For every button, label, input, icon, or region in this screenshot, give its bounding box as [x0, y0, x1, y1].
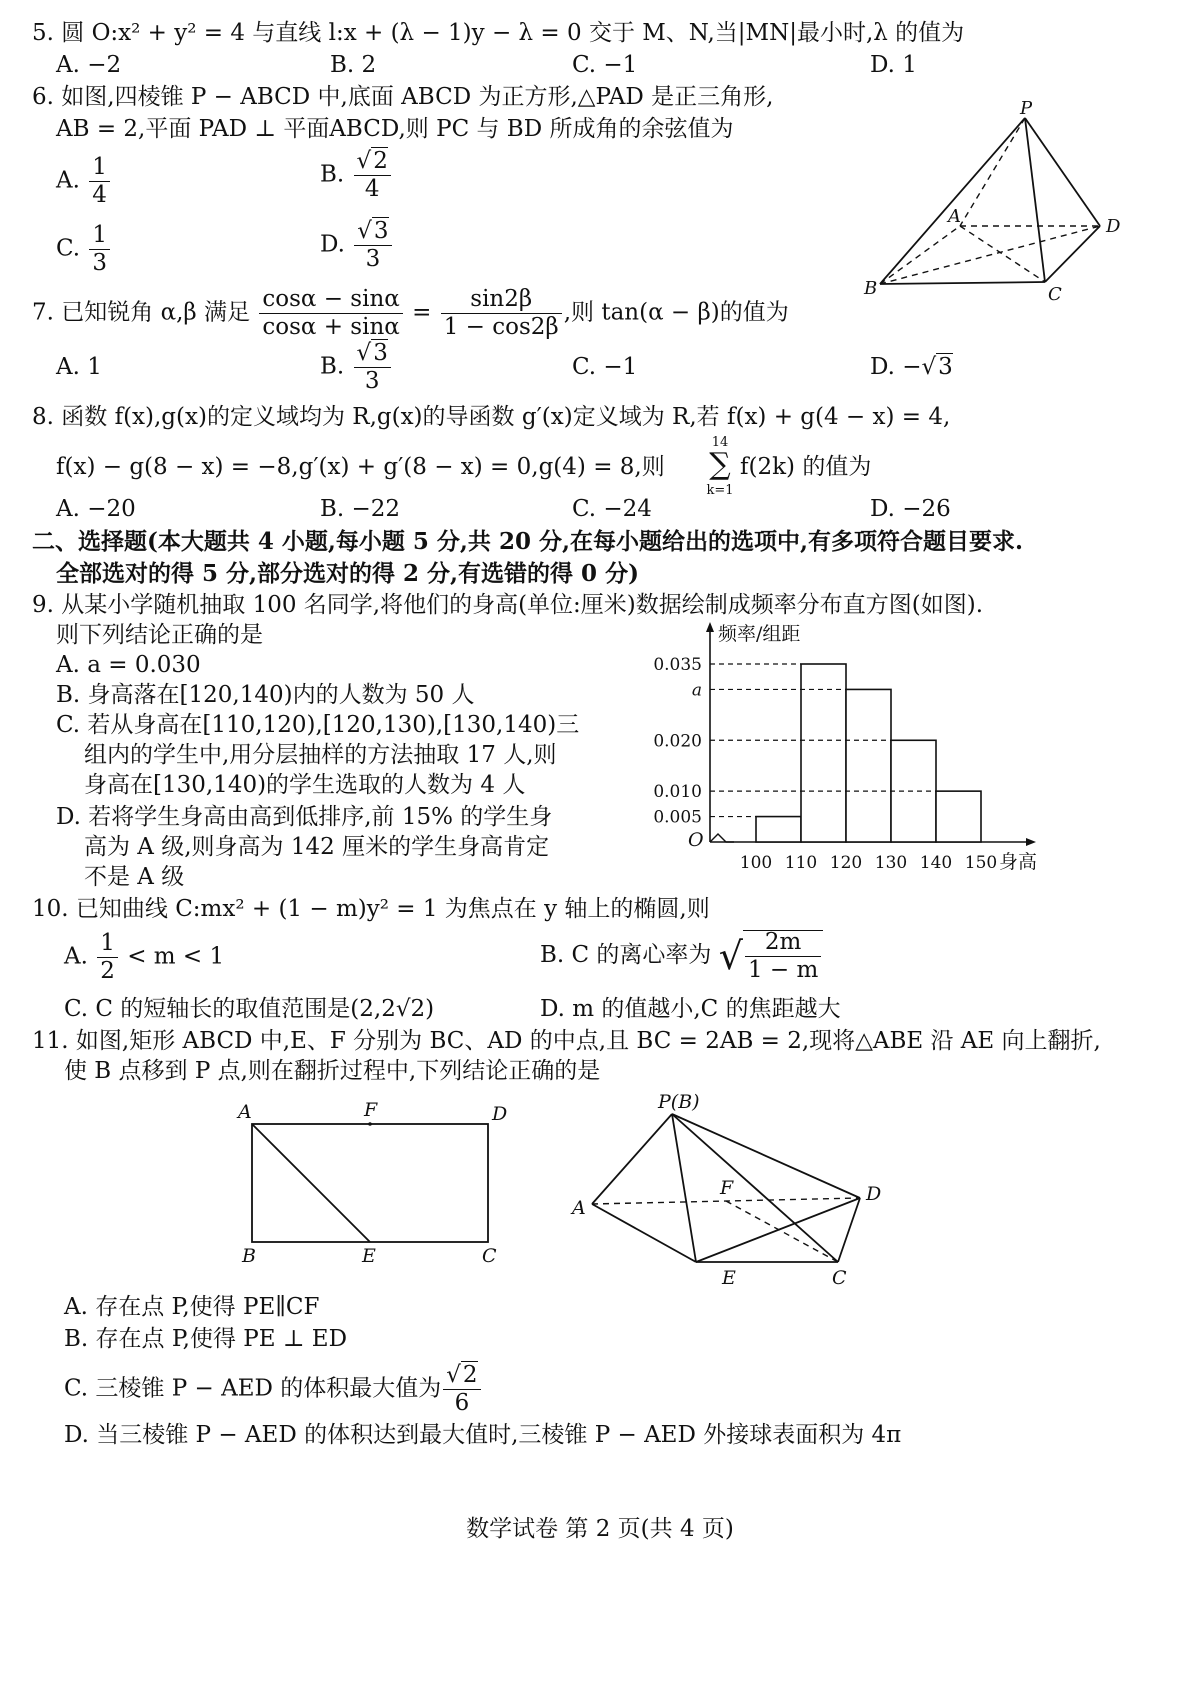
q11-rect-label-a: A [238, 1101, 252, 1123]
y-axis-label: 频率/组距 [718, 623, 801, 645]
q6-label-d: D [1106, 216, 1121, 237]
x-tick-label: 150 [964, 853, 998, 873]
q6-pyramid-figure [860, 100, 1140, 330]
q6-option-a: A. $\frac{1}{4}$ [56, 156, 112, 207]
histogram-bar [756, 817, 801, 842]
q5-stem: 5. 圆 O:x² + y² = 4 与直线 l:x + (λ − 1)y − λ = 0 交于 M、N,当|MN|最小时,λ 的值为 [32, 20, 965, 46]
q11-line2: 使 B 点移到 P 点,则在翻折过程中,下列结论正确的是 [64, 1058, 601, 1084]
q10-option-d: D. m 的值越小,C 的焦距越大 [540, 996, 841, 1022]
q8-option-d: D. −26 [870, 496, 951, 522]
histogram-bar [936, 791, 981, 842]
q10-stem: 10. 已知曲线 C:mx² + (1 − m)y² = 1 为焦点在 y 轴上的椭圆,则 [32, 896, 710, 922]
q8-line1: 8. 函数 f(x),g(x)的定义域均为 R,g(x)的导函数 g′(x)定义域为 R,若 f(x) + g(4 − x) = 4, [32, 404, 951, 430]
x-tick-label: 100 [739, 853, 773, 873]
q9-option-a: A. a = 0.030 [56, 652, 201, 678]
q6-label-c: C [1048, 284, 1062, 305]
q8-line2-tail: f(2k) 的值为 [740, 454, 872, 480]
q9-histogram [620, 620, 1060, 880]
y-tick-label: 0.020 [653, 731, 702, 752]
q8-option-a: A. −20 [56, 496, 136, 522]
section2-line1: 二、选择题(本大题共 4 小题,每小题 5 分,共 20 分,在每小题给出的选项中,有多项符合题目要求. [32, 528, 1023, 555]
page-footer: 数学试卷 第 2 页(共 4 页) [466, 1516, 734, 1542]
q11-rect-label-f: F [364, 1099, 378, 1121]
q6-option-c: C. $\frac{1}{3}$ [56, 224, 112, 275]
q11-fold-label-e: E [722, 1267, 736, 1289]
q9-option-d-line3: 不是 A 级 [84, 864, 185, 890]
x-tick-label: 110 [784, 853, 818, 873]
q6-label-b: B [864, 278, 878, 299]
q8-sum-symbol: ∑ [709, 447, 731, 482]
q8-option-b: B. −22 [320, 496, 401, 522]
q8-line2: f(x) − g(8 − x) = −8,g′(x) + g′(8 − x) = 0,g(4) = 8,则 [56, 454, 665, 480]
q11-fold-label-d: D [866, 1183, 882, 1205]
y-tick-label: 0.010 [653, 782, 702, 803]
q6-option-b: B. $\frac{√2}{4}$ [320, 150, 393, 201]
q11-rect-label-c: C [482, 1245, 497, 1267]
q5-option-c: C. −1 [572, 52, 638, 78]
q10-option-c: C. C 的短轴长的取值范围是(2,2√2) [64, 996, 435, 1022]
q6-label-a: A [948, 206, 961, 227]
y-axis-arrow [706, 622, 714, 632]
q11-option-d: D. 当三棱锥 P − AED 的体积达到最大值时,三棱锥 P − AED 外接球表面积为 4π [64, 1422, 902, 1448]
q9-option-c-line1: C. 若从身高在[110,120),[120,130),[130,140)三 [56, 712, 580, 738]
x-tick-label: 130 [874, 853, 908, 873]
q6-option-d: D. $\frac{√3}{3}$ [320, 220, 394, 271]
x-tick-label: 120 [829, 853, 863, 873]
q7-option-d: D. −√3 [870, 354, 953, 380]
q11-fold-label-a: A [572, 1197, 586, 1219]
axis-break [710, 834, 734, 842]
q11-rect-label-b: B [242, 1245, 256, 1267]
q11-rect-label-e: E [362, 1245, 376, 1267]
q11-fold-label-f: F [720, 1177, 734, 1199]
q8-sum-bottom: k=1 [706, 483, 734, 498]
q8-option-c: C. −24 [572, 496, 652, 522]
q11-option-a: A. 存在点 P,使得 PE∥CF [64, 1294, 320, 1320]
histogram-bar [846, 689, 891, 842]
q7-option-a: A. 1 [56, 354, 102, 380]
section2-line2: 全部选对的得 5 分,部分选对的得 2 分,有选错的得 0 分) [56, 560, 639, 587]
q11-folded-figure [560, 1086, 920, 1296]
q6-label-p: P [1020, 98, 1033, 119]
x-tick-label: 140 [919, 853, 953, 873]
q11-fold-label-p: P(B) [658, 1091, 700, 1113]
q5-option-a: A. −2 [56, 52, 122, 78]
y-tick-label: 0.005 [653, 807, 702, 828]
q9-line2: 则下列结论正确的是 [56, 622, 263, 648]
q11-rect-label-d: D [492, 1103, 508, 1125]
q11-line1: 11. 如图,矩形 ABCD 中,E、F 分别为 BC、AD 的中点,且 BC = 2AB = 2,现将△ABE 沿 AE 向上翻折, [32, 1028, 1101, 1054]
q7-option-c: C. −1 [572, 354, 638, 380]
q7-option-b: B. $\frac{√3}{3}$ [320, 342, 393, 393]
q9-option-d-line2: 高为 A 级,则身高为 142 厘米的学生身高肯定 [84, 834, 550, 860]
q11-rectangle-figure [230, 1096, 530, 1276]
x-axis-label: 身高 [999, 851, 1038, 873]
origin-label: O [688, 829, 704, 851]
q11-option-c: C. 三棱锥 P − AED 的体积最大值为 $\frac{√2}{6}$ [64, 1364, 483, 1415]
x-axis-arrow [1026, 838, 1036, 846]
q6-line2: AB = 2,平面 PAD ⊥ 平面ABCD,则 PC 与 BD 所成角的余弦值为 [56, 116, 734, 142]
q9-option-b: B. 身高落在[120,140)内的人数为 50 人 [56, 682, 475, 708]
y-tick-label: a [691, 680, 702, 701]
q5-option-b: B. 2 [330, 52, 377, 78]
q10-option-b: B. C 的离心率为 √ $\frac{2m}{1 - m}$ [540, 930, 823, 982]
q7-stem: 7. 已知锐角 α,β 满足 $\frac{\cos\alpha - \sin\alpha}{\cos\alpha + \sin\alpha}$ = $\frac{\sin 2\beta}{1 - \cos 2\beta}$ ,则 tan(α − β)的值为 [32, 286, 789, 340]
q9-option-c-line2: 组内的学生中,用分层抽样的方法抽取 17 人,则 [84, 742, 557, 768]
q9-line1: 9. 从某小学随机抽取 100 名同学,将他们的身高(单位:厘米)数据绘制成频率分布直方图(如图). [32, 592, 984, 618]
q8-sum-top: 14 [711, 435, 729, 450]
histogram-bar [801, 664, 846, 842]
q11-option-b: B. 存在点 P,使得 PE ⊥ ED [64, 1326, 348, 1352]
q9-option-c-line3: 身高在[130,140)的学生选取的人数为 4 人 [84, 772, 526, 798]
q11-fold-label-c: C [832, 1267, 847, 1289]
q6-line1: 6. 如图,四棱锥 P − ABCD 中,底面 ABCD 为正方形,△PAD 是正三角形, [32, 84, 774, 110]
q10-option-a: A. $\frac{1}{2}$ < m < 1 [64, 930, 225, 984]
y-tick-label: 0.035 [653, 655, 702, 675]
q5-option-d: D. 1 [870, 52, 917, 78]
q9-option-d-line1: D. 若将学生身高由高到低排序,前 15% 的学生身 [56, 804, 553, 830]
